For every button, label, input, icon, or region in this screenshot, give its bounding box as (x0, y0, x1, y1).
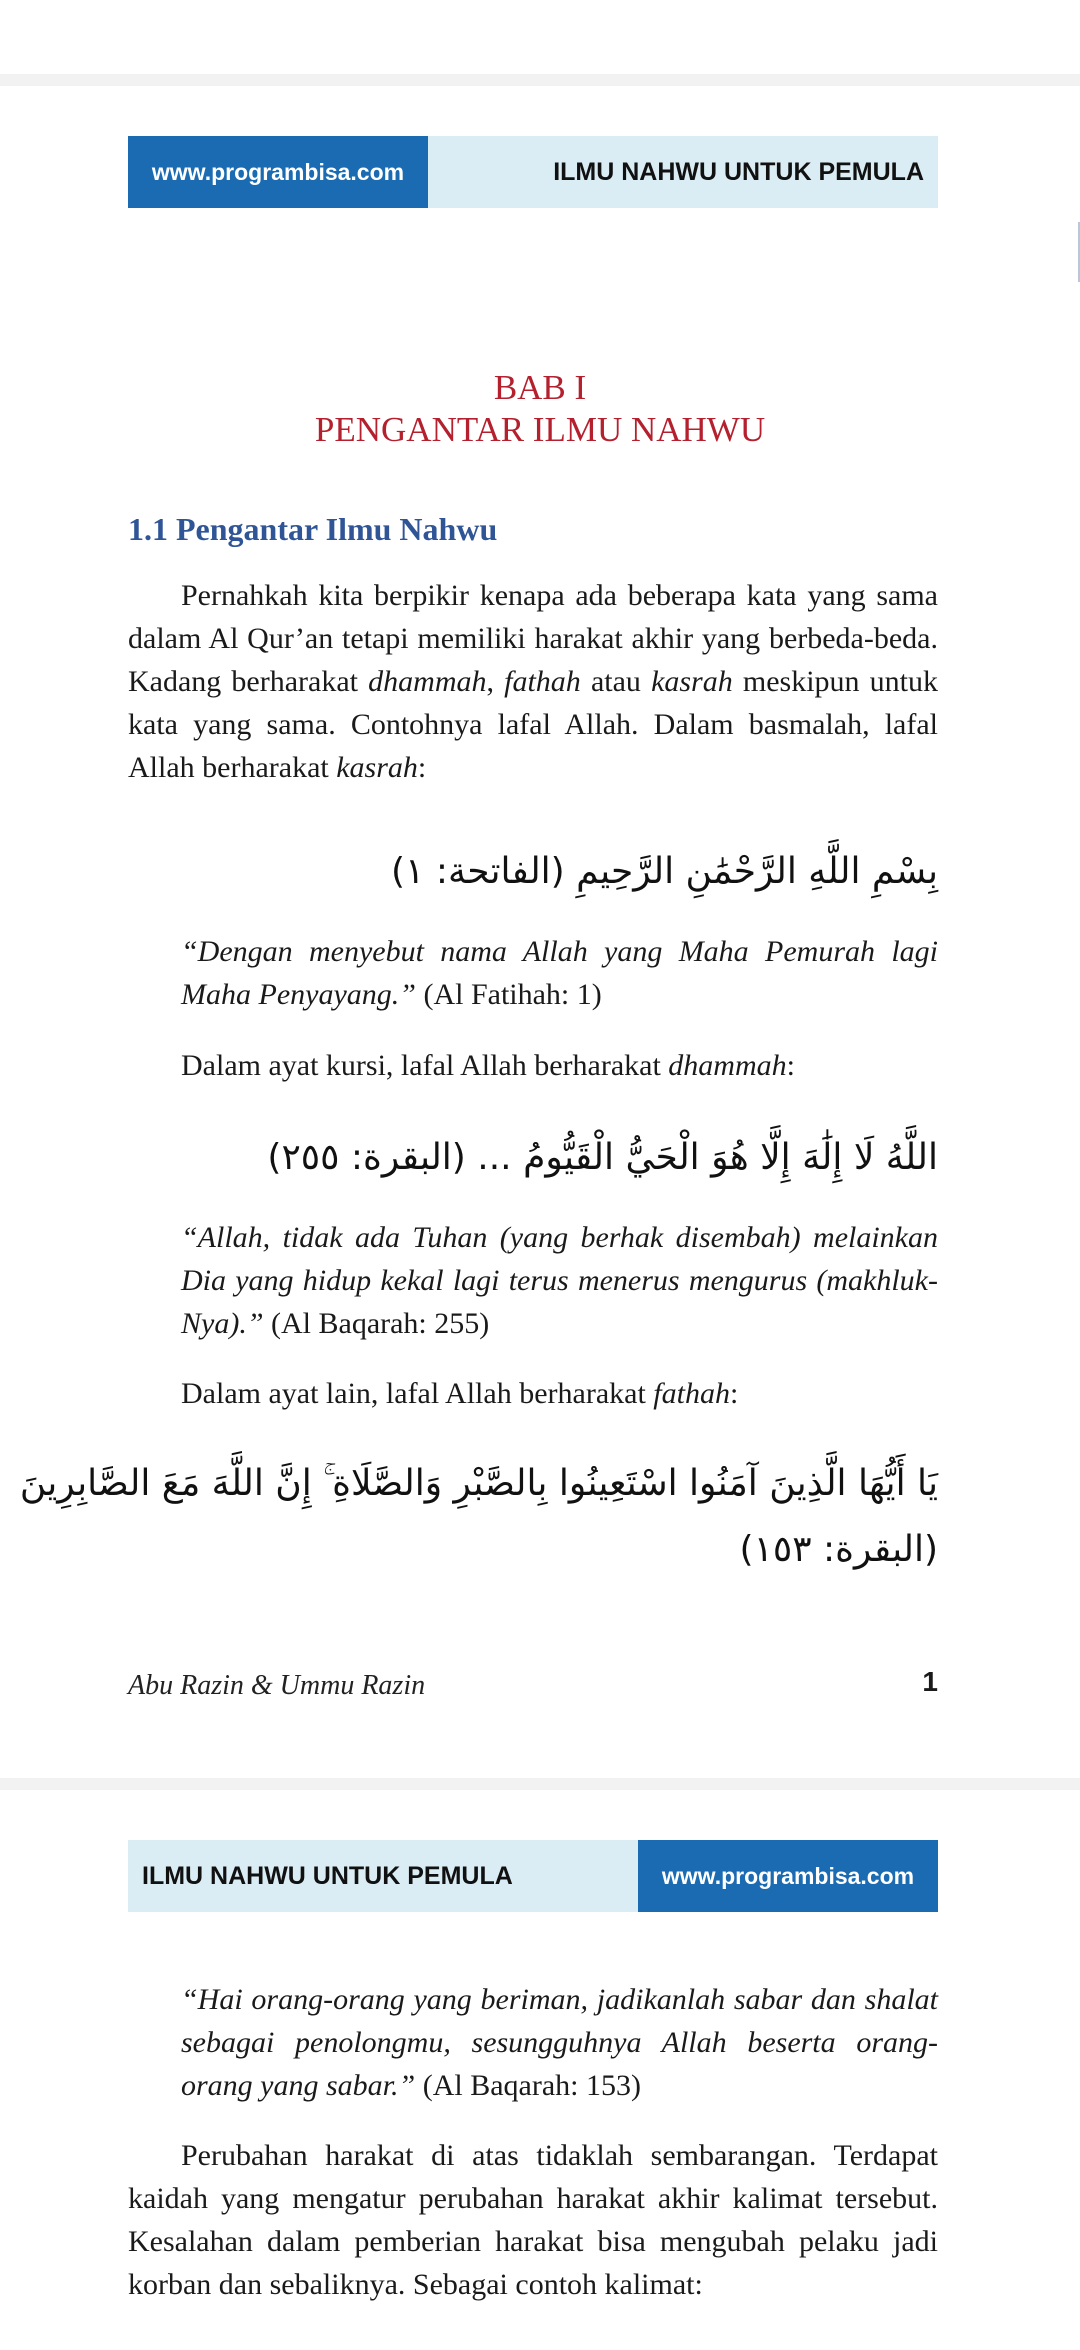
arabic-verse-basmalah: بِسْمِ اللَّهِ الرَّحْمَٰنِ الرَّحِيمِ (الفاتحة: ١) (391, 851, 938, 892)
translation-quote-2: “Allah, tidak ada Tuhan (yang berhak disembah) melainkan Dia yang hidup kekal lagi terus menerus mengurus (makhluk-Nya).” (Al Baqarah: 255) (181, 1221, 938, 1340)
page-header (128, 1840, 938, 1912)
arabic-verse-baqarah-153: يَا أَيُّهَا الَّذِينَ آمَنُوا اسْتَعِينُوا بِالصَّبْرِ وَالصَّلَاةِ ۚ إِنَّ اللَّهَ مَعَ الصَّابِرِينَ (19, 1463, 938, 1504)
document-page-2 (0, 1790, 1080, 2350)
page-number: 1 (922, 1666, 938, 1697)
previous-page-bottom (0, 0, 1080, 74)
site-label: www.programbisa.com (128, 136, 428, 208)
paragraph-ayat-lain: Dalam ayat lain, lafal Allah berharakat fathah: (181, 1377, 739, 1410)
arabic-verse-reference: (البقرة: ١٥٣) (739, 1529, 938, 1570)
paragraph-perubahan-harakat: Perubahan harakat di atas tidaklah sembarangan. Terdapat kaidah yang mengatur perubahan harakat akhir kalimat tersebut. Kesalahan dalam pemberian harakat bisa mengubah pelaku jadi korban dan sebaliknya. Sebagai contoh kalimat: (128, 2139, 938, 2301)
chapter-label: BAB I (493, 368, 587, 407)
site-label: www.programbisa.com (638, 1840, 938, 1912)
paragraph-ayat-kursi: Dalam ayat kursi, lafal Allah berharakat dhammah: (181, 1049, 795, 1082)
intro-paragraph: Pernahkah kita berpikir kenapa ada beberapa kata yang sama dalam Al Qur’an tetapi memiliki harakat akhir yang berbeda-beda. Kadang berharakat dhammah, fathah atau kasrah meskipun untuk kata yang sama. Contohnya lafal Allah. Dalam basmalah, lafal Allah berharakat kasrah: (128, 579, 939, 784)
arabic-verse-kursi: اللَّهُ لَا إِلَٰهَ إِلَّا هُوَ الْحَيُّ الْقَيُّومُ ... (البقرة: ٢٥٥) (267, 1137, 938, 1178)
translation-quote-1: “Dengan menyebut nama Allah yang Maha Pemurah lagi Maha Penyayang.” (Al Fatihah: 1) (181, 935, 938, 1011)
chapter-title: PENGANTAR ILMU NAHWU (314, 410, 766, 449)
page-header (128, 136, 938, 208)
section-heading: 1.1 Pengantar Ilmu Nahwu (128, 511, 498, 547)
book-title: ILMU NAHWU UNTUK PEMULA (553, 157, 924, 186)
footer-author: Abu Razin & Ummu Razin (128, 1670, 426, 1701)
book-title: ILMU NAHWU UNTUK PEMULA (142, 1861, 513, 1890)
document-page-1 (0, 86, 1080, 1778)
translation-quote-3: “Hai orang-orang yang beriman, jadikanlah sabar dan shalat sebagai penolongmu, sesungguhnya Allah beserta orang-orang yang sabar.” (Al Baqarah: 153) (181, 1983, 938, 2102)
